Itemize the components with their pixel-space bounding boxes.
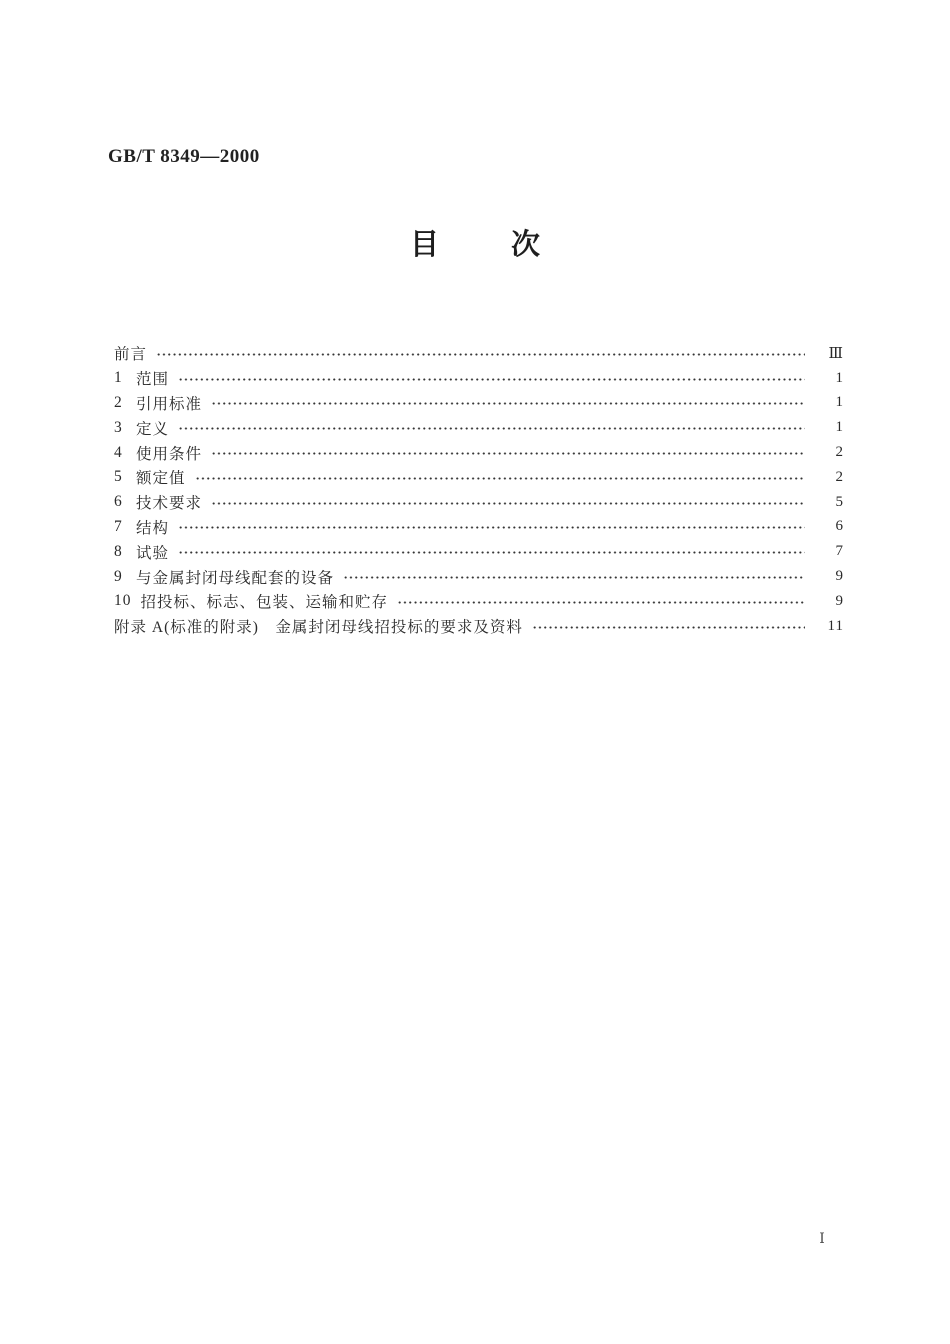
- toc-dot-leader: [178, 524, 805, 531]
- toc-entry-number: 5: [114, 468, 123, 486]
- toc-entry: [114, 440, 844, 465]
- page-title-text: 目次: [409, 227, 612, 261]
- toc-dot-leader: [343, 574, 805, 581]
- toc-entry-label: 前言: [114, 346, 148, 364]
- toc-entry: [114, 366, 844, 391]
- toc-entry-label: 额定值: [136, 470, 186, 488]
- toc-dot-leader: [195, 475, 805, 482]
- toc-entry-page: 2: [835, 444, 844, 461]
- toc-entry-number: 4: [114, 443, 123, 461]
- folio-page-number: Ⅰ: [819, 1232, 825, 1247]
- toc-entry-page: 9: [835, 568, 844, 585]
- toc-entry-number: 6: [114, 493, 123, 511]
- toc-entry-label: 范围: [136, 371, 170, 389]
- standard-number: GB/T 8349—2000: [108, 146, 260, 167]
- toc-entry-number: 9: [114, 567, 123, 585]
- toc-entry: [114, 415, 844, 440]
- toc-entry-label: 试验: [136, 544, 170, 562]
- toc-entry-page: 7: [835, 543, 844, 560]
- toc-entry-page: 1: [835, 419, 844, 436]
- page-title: [0, 222, 950, 263]
- toc-entry: [114, 515, 844, 540]
- toc-dot-leader: [397, 599, 805, 606]
- toc-entry: [114, 564, 844, 589]
- toc-entry-label: 引用标准: [136, 395, 203, 413]
- toc-entry-page: 9: [835, 592, 844, 609]
- toc-entry-page: 5: [835, 493, 844, 510]
- toc-dot-leader: [178, 425, 805, 432]
- toc-entry: [114, 614, 844, 639]
- toc-dot-leader: [178, 376, 805, 383]
- toc-entry-page: 2: [835, 468, 844, 485]
- toc-entry-page: 1: [835, 369, 844, 386]
- toc-entry-number: 10: [114, 592, 132, 610]
- toc-entry: [114, 391, 844, 416]
- toc-entry-page: 1: [835, 394, 844, 411]
- toc-entry: [114, 539, 844, 564]
- toc-entry-label: 使用条件: [136, 445, 203, 463]
- toc-entry-page: 6: [835, 518, 844, 535]
- toc-entry-label: 招投标、标志、包装、运输和贮存: [140, 594, 389, 612]
- toc-entry-label: 与金属封闭母线配套的设备: [136, 569, 335, 587]
- toc-entry-number: 2: [114, 393, 123, 411]
- toc-dot-leader: [156, 351, 805, 358]
- toc-entry-number: 3: [114, 418, 123, 436]
- toc-dot-leader: [532, 624, 805, 631]
- toc-entry-page: Ⅲ: [828, 345, 844, 362]
- toc-entry: [114, 465, 844, 490]
- toc-entry-label: 附录 A(标准的附录) 金属封闭母线招投标的要求及资料: [114, 619, 523, 637]
- toc-dot-leader: [178, 549, 805, 556]
- toc-dot-leader: [211, 450, 805, 457]
- toc-entry-number: 8: [114, 542, 123, 560]
- toc-entry-label: 定义: [136, 420, 170, 438]
- toc-entry: [114, 490, 844, 515]
- toc-list: [114, 341, 844, 639]
- toc-entry-page: 11: [827, 617, 844, 634]
- toc-dot-leader: [211, 500, 805, 507]
- toc-entry-number: 7: [114, 517, 123, 535]
- toc-entry: [114, 341, 844, 366]
- toc-entry-number: 1: [114, 369, 123, 387]
- toc-entry-label: 结构: [136, 519, 170, 537]
- toc-entry: [114, 589, 844, 614]
- toc-dot-leader: [211, 400, 805, 407]
- toc-entry-label: 技术要求: [136, 495, 203, 513]
